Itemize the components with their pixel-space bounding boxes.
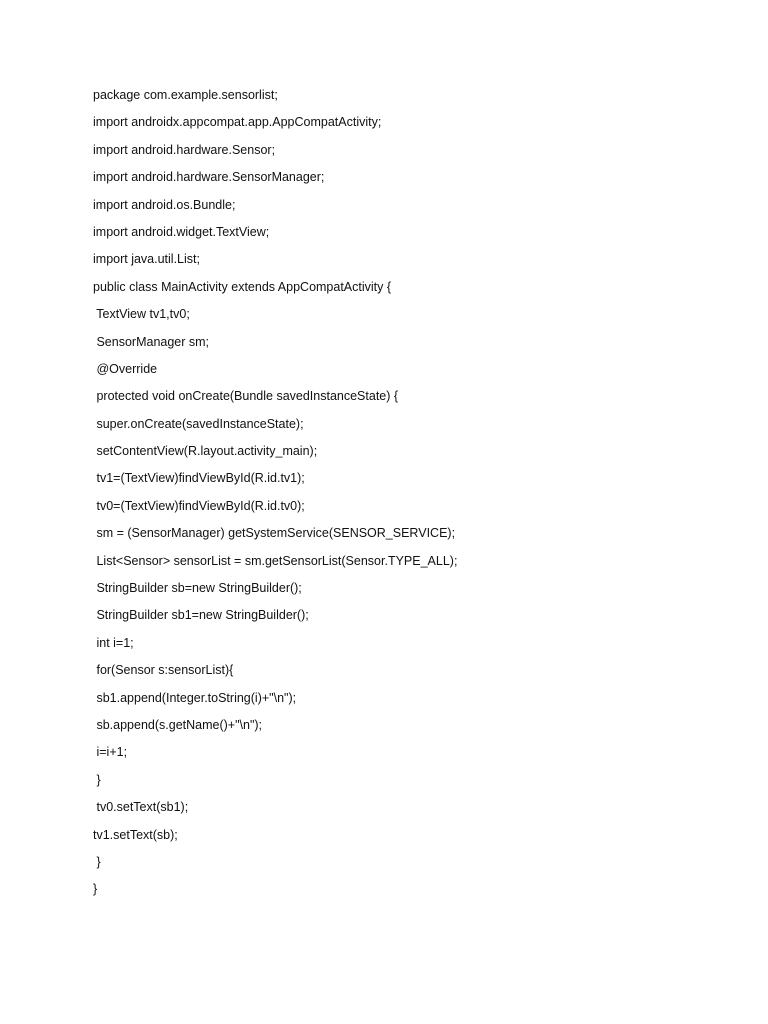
- code-line: import androidx.appcompat.app.AppCompatActivity;: [93, 115, 382, 130]
- code-line: }: [93, 882, 98, 897]
- code-line: package com.example.sensorlist;: [93, 88, 278, 102]
- code-line: import java.util.List;: [93, 252, 200, 267]
- code-line: List<Sensor> sensorList = sm.getSensorList(Sensor.TYPE_ALL);: [93, 553, 458, 568]
- code-line: int i=1;: [93, 635, 134, 650]
- code-line: super.onCreate(savedInstanceState);: [93, 416, 304, 431]
- code-line: setContentView(R.layout.activity_main);: [93, 444, 318, 459]
- code-line: tv0.setText(sb1);: [93, 800, 189, 815]
- code-line: }: [93, 772, 101, 787]
- code-line: import android.hardware.Sensor;: [93, 142, 276, 157]
- code-line: public class MainActivity extends AppCompatActivity {: [93, 279, 392, 294]
- code-line: tv1.setText(sb);: [93, 827, 178, 842]
- code-line: import android.os.Bundle;: [93, 197, 236, 212]
- code-line: import android.widget.TextView;: [93, 224, 270, 239]
- code-line: tv1=(TextView)findViewById(R.id.tv1);: [93, 471, 305, 486]
- code-line: TextView tv1,tv0;: [93, 307, 190, 322]
- code-line: sb.append(s.getName()+"\n");: [93, 717, 263, 732]
- code-text-block: [93, 86, 713, 908]
- code-line: tv0=(TextView)findViewById(R.id.tv0);: [93, 498, 305, 513]
- code-line: for(Sensor s:sensorList){: [93, 663, 234, 678]
- code-line: StringBuilder sb=new StringBuilder();: [93, 581, 302, 596]
- code-line: }: [93, 854, 101, 869]
- code-line: protected void onCreate(Bundle savedInstanceState) {: [93, 389, 399, 404]
- code-line: SensorManager sm;: [93, 334, 210, 349]
- code-line: sm = (SensorManager) getSystemService(SENSOR_SERVICE);: [93, 526, 456, 541]
- code-line: import android.hardware.SensorManager;: [93, 170, 325, 185]
- code-line: StringBuilder sb1=new StringBuilder();: [93, 608, 309, 623]
- code-line: i=i+1;: [93, 745, 128, 760]
- code-line: sb1.append(Integer.toString(i)+"\n");: [93, 690, 297, 705]
- code-line: @Override: [93, 361, 158, 376]
